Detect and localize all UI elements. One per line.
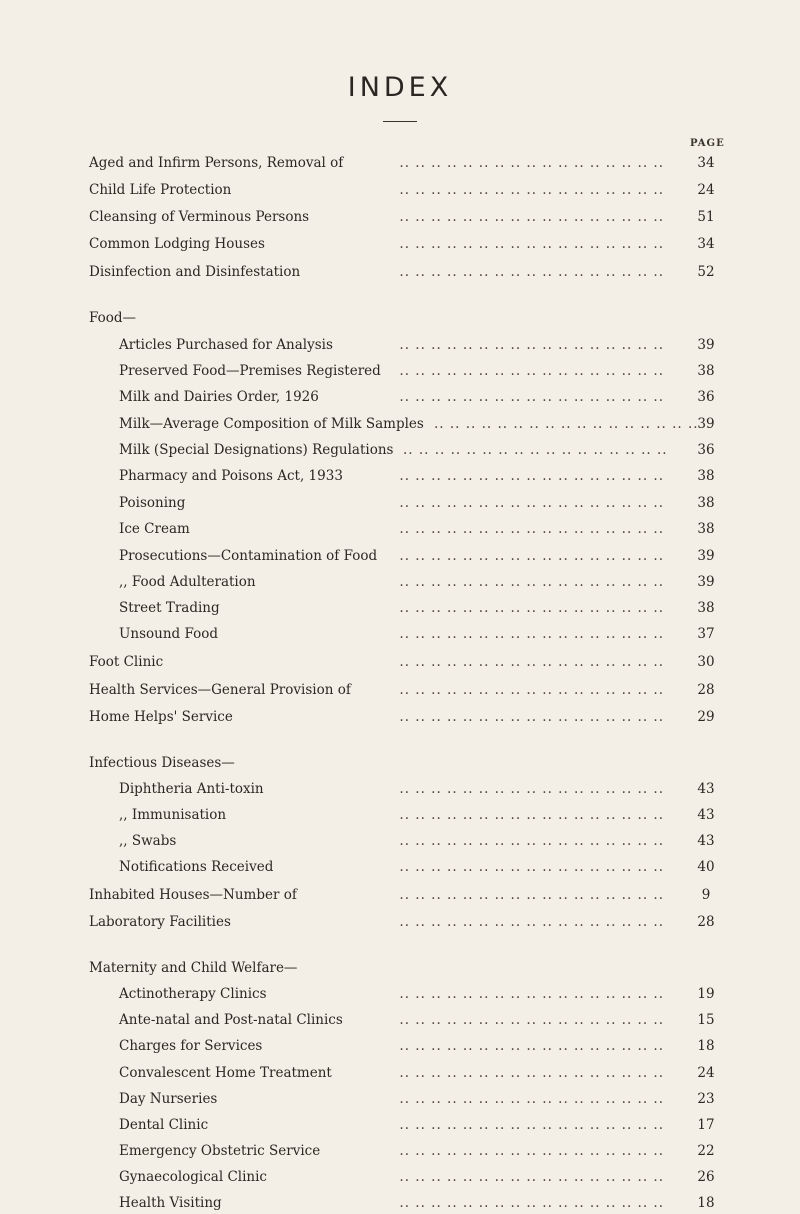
index-entry — [0, 206, 800, 228]
dot-leader: .. .. .. .. .. .. .. .. .. .. .. .. .. .. .. .. .. — [399, 548, 664, 564]
entry-page-number: 37 — [697, 626, 715, 642]
entry-label: Milk—Average Composition of Milk Samples — [119, 416, 424, 432]
index-entry — [0, 884, 800, 906]
entry-page-number: 24 — [697, 1065, 715, 1081]
dot-leader: .. .. .. .. .. .. .. .. .. .. .. .. .. .. .. .. .. — [399, 887, 664, 903]
dot-leader: .. .. .. .. .. .. .. .. .. .. .. .. .. .. .. .. .. — [399, 807, 664, 823]
entry-label: Child Life Protection — [89, 182, 232, 198]
index-entry — [0, 492, 800, 514]
entry-label: Milk and Dairies Order, 1926 — [119, 389, 319, 405]
entry-page-number: 38 — [697, 495, 715, 511]
entry-label: Day Nurseries — [119, 1091, 218, 1107]
entry-label: Pharmacy and Poisons Act, 1933 — [119, 468, 343, 484]
entry-label: Charges for Services — [119, 1038, 263, 1054]
index-entry — [0, 233, 800, 255]
entry-page-number: 24 — [697, 182, 715, 198]
dot-leader: .. .. .. .. .. .. .. .. .. .. .. .. .. .. .. .. .. — [399, 1117, 664, 1133]
entry-page-number: 43 — [697, 781, 715, 797]
entry-page-number: 9 — [701, 887, 711, 903]
dot-leader: .. .. .. .. .. .. .. .. .. .. .. .. .. .. .. .. .. — [403, 442, 668, 458]
entry-page-number: 39 — [697, 337, 715, 353]
entry-page-number: 34 — [697, 155, 715, 171]
entry-label: Ice Cream — [119, 521, 190, 537]
dot-leader: .. .. .. .. .. .. .. .. .. .. .. .. .. .. .. .. .. — [399, 654, 664, 670]
entry-page-number: 26 — [697, 1169, 715, 1185]
dot-leader: .. .. .. .. .. .. .. .. .. .. .. .. .. .. .. .. .. — [399, 468, 664, 484]
entry-label: Gynaecological Clinic — [119, 1169, 267, 1185]
entry-label: Poisoning — [119, 495, 186, 511]
entry-label: Maternity and Child Welfare— — [89, 960, 298, 976]
index-entry — [0, 518, 800, 540]
dot-leader: .. .. .. .. .. .. .. .. .. .. .. .. .. .. .. .. .. — [434, 416, 699, 432]
entry-label: Laboratory Facilities — [89, 914, 231, 930]
entry-label: Preserved Food—Premises Registered — [119, 363, 381, 379]
dot-leader: .. .. .. .. .. .. .. .. .. .. .. .. .. .. .. .. .. — [399, 574, 664, 590]
index-entry — [0, 571, 800, 593]
dot-leader: .. .. .. .. .. .. .. .. .. .. .. .. .. .. .. .. .. — [399, 859, 664, 875]
index-entry — [0, 983, 800, 1005]
dot-leader: .. .. .. .. .. .. .. .. .. .. .. .. .. .. .. .. .. — [399, 600, 664, 616]
index-section-heading — [0, 957, 800, 979]
dot-leader: .. .. .. .. .. .. .. .. .. .. .. .. .. .. .. .. .. — [399, 833, 664, 849]
entry-page-number: 51 — [697, 209, 715, 225]
entry-label: Emergency Obstetric Service — [119, 1143, 321, 1159]
dot-leader: .. .. .. .. .. .. .. .. .. .. .. .. .. .. .. .. .. — [399, 389, 664, 405]
dot-leader: .. .. .. .. .. .. .. .. .. .. .. .. .. .. .. .. .. — [399, 495, 664, 511]
entry-label: ,, Food Adulteration — [119, 574, 256, 590]
dot-leader: .. .. .. .. .. .. .. .. .. .. .. .. .. .. .. .. .. — [399, 264, 664, 280]
entry-label: Aged and Infirm Persons, Removal of — [89, 155, 344, 171]
index-entry — [0, 179, 800, 201]
index-entry — [0, 1035, 800, 1057]
entry-page-number: 19 — [697, 986, 715, 1002]
dot-leader: .. .. .. .. .. .. .. .. .. .. .. .. .. .. .. .. .. — [399, 914, 664, 930]
entry-page-number: 39 — [697, 548, 715, 564]
entry-page-number: 38 — [697, 468, 715, 484]
index-entry — [0, 679, 800, 701]
index-entry — [0, 413, 800, 435]
entry-label: Notifications Received — [119, 859, 274, 875]
dot-leader: .. .. .. .. .. .. .. .. .. .. .. .. .. .. .. .. .. — [399, 521, 664, 537]
entry-label: Infectious Diseases— — [89, 755, 235, 771]
index-entry — [0, 651, 800, 673]
index-entry — [0, 545, 800, 567]
entry-label: Ante-natal and Post-natal Clinics — [119, 1012, 343, 1028]
entry-label: ,, Swabs — [119, 833, 177, 849]
entry-page-number: 38 — [697, 363, 715, 379]
index-entry — [0, 439, 800, 461]
dot-leader: .. .. .. .. .. .. .. .. .. .. .. .. .. .. .. .. .. — [399, 209, 664, 225]
index-entry — [0, 804, 800, 826]
index-section-heading — [0, 752, 800, 774]
dot-leader: .. .. .. .. .. .. .. .. .. .. .. .. .. .. .. .. .. — [399, 337, 664, 353]
entry-page-number: 36 — [697, 389, 715, 405]
entry-page-number: 39 — [697, 416, 715, 432]
entry-label: Disinfection and Disinfestation — [89, 264, 301, 280]
entry-page-number: 23 — [697, 1091, 715, 1107]
index-section-heading — [0, 307, 800, 329]
entry-page-number: 29 — [697, 709, 715, 725]
dot-leader: .. .. .. .. .. .. .. .. .. .. .. .. .. .. .. .. .. — [399, 1065, 664, 1081]
index-entry — [0, 778, 800, 800]
dot-leader: .. .. .. .. .. .. .. .. .. .. .. .. .. .. .. .. .. — [399, 236, 664, 252]
index-entry — [0, 1009, 800, 1031]
index-entry — [0, 334, 800, 356]
dot-leader: .. .. .. .. .. .. .. .. .. .. .. .. .. .. .. .. .. — [399, 1012, 664, 1028]
page-title: INDEX — [347, 72, 453, 103]
entry-page-number: 43 — [697, 833, 715, 849]
dot-leader: .. .. .. .. .. .. .. .. .. .. .. .. .. .. .. .. .. — [399, 155, 664, 171]
page-column-header: PAGE — [690, 138, 725, 149]
entry-label: Inhabited Houses—Number of — [89, 887, 297, 903]
entry-label: ,, Immunisation — [119, 807, 227, 823]
entry-label: Health Services—General Provision of — [89, 682, 351, 698]
entry-page-number: 34 — [697, 236, 715, 252]
index-entry — [0, 597, 800, 619]
dot-leader: .. .. .. .. .. .. .. .. .. .. .. .. .. .. .. .. .. — [399, 709, 664, 725]
entry-page-number: 38 — [697, 521, 715, 537]
dot-leader: .. .. .. .. .. .. .. .. .. .. .. .. .. .. .. .. .. — [399, 363, 664, 379]
index-entry — [0, 386, 800, 408]
entry-page-number: 30 — [697, 654, 715, 670]
entry-page-number: 28 — [697, 682, 715, 698]
dot-leader: .. .. .. .. .. .. .. .. .. .. .. .. .. .. .. .. .. — [399, 1195, 664, 1211]
index-entry — [0, 856, 800, 878]
index-entry — [0, 623, 800, 645]
index-entry — [0, 1166, 800, 1188]
entry-label: Prosecutions—Contamination of Food — [119, 548, 378, 564]
entry-label: Food— — [89, 310, 137, 326]
entry-label: Convalescent Home Treatment — [119, 1065, 332, 1081]
entry-page-number: 39 — [697, 574, 715, 590]
index-entry — [0, 1192, 800, 1214]
entry-label: Diphtheria Anti-toxin — [119, 781, 264, 797]
index-entry — [0, 152, 800, 174]
index-entry — [0, 465, 800, 487]
index-entry — [0, 1088, 800, 1110]
index-entry — [0, 1140, 800, 1162]
entry-label: Street Trading — [119, 600, 220, 616]
entry-page-number: 36 — [697, 442, 715, 458]
index-entry — [0, 1114, 800, 1136]
index-entry — [0, 911, 800, 933]
entry-page-number: 38 — [697, 600, 715, 616]
entry-page-number: 43 — [697, 807, 715, 823]
dot-leader: .. .. .. .. .. .. .. .. .. .. .. .. .. .. .. .. .. — [399, 1143, 664, 1159]
index-entry — [0, 706, 800, 728]
entry-page-number: 52 — [697, 264, 715, 280]
dot-leader: .. .. .. .. .. .. .. .. .. .. .. .. .. .. .. .. .. — [399, 1091, 664, 1107]
index-entry — [0, 1062, 800, 1084]
entry-page-number: 22 — [697, 1143, 715, 1159]
index-entry — [0, 261, 800, 283]
entry-page-number: 18 — [697, 1195, 715, 1211]
entry-page-number: 15 — [697, 1012, 715, 1028]
entry-label: Milk (Special Designations) Regulations — [119, 442, 394, 458]
entry-label: Dental Clinic — [119, 1117, 209, 1133]
entry-label: Health Visiting — [119, 1195, 222, 1211]
entry-label: Foot Clinic — [89, 654, 164, 670]
entry-label: Common Lodging Houses — [89, 236, 265, 252]
index-entry — [0, 830, 800, 852]
dot-leader: .. .. .. .. .. .. .. .. .. .. .. .. .. .. .. .. .. — [399, 1169, 664, 1185]
index-entry — [0, 360, 800, 382]
dot-leader: .. .. .. .. .. .. .. .. .. .. .. .. .. .. .. .. .. — [399, 781, 664, 797]
entry-page-number: 18 — [697, 1038, 715, 1054]
entry-label: Home Helps' Service — [89, 709, 233, 725]
entry-label: Actinotherapy Clinics — [119, 986, 267, 1002]
dot-leader: .. .. .. .. .. .. .. .. .. .. .. .. .. .. .. .. .. — [399, 986, 664, 1002]
dot-leader: .. .. .. .. .. .. .. .. .. .. .. .. .. .. .. .. .. — [399, 182, 664, 198]
entry-label: Articles Purchased for Analysis — [119, 337, 333, 353]
entry-label: Cleansing of Verminous Persons — [89, 209, 310, 225]
entry-page-number: 28 — [697, 914, 715, 930]
dot-leader: .. .. .. .. .. .. .. .. .. .. .. .. .. .. .. .. .. — [399, 626, 664, 642]
entry-page-number: 40 — [697, 859, 715, 875]
entry-label: Unsound Food — [119, 626, 218, 642]
entry-page-number: 17 — [697, 1117, 715, 1133]
dot-leader: .. .. .. .. .. .. .. .. .. .. .. .. .. .. .. .. .. — [399, 682, 664, 698]
dot-leader: .. .. .. .. .. .. .. .. .. .. .. .. .. .. .. .. .. — [399, 1038, 664, 1054]
